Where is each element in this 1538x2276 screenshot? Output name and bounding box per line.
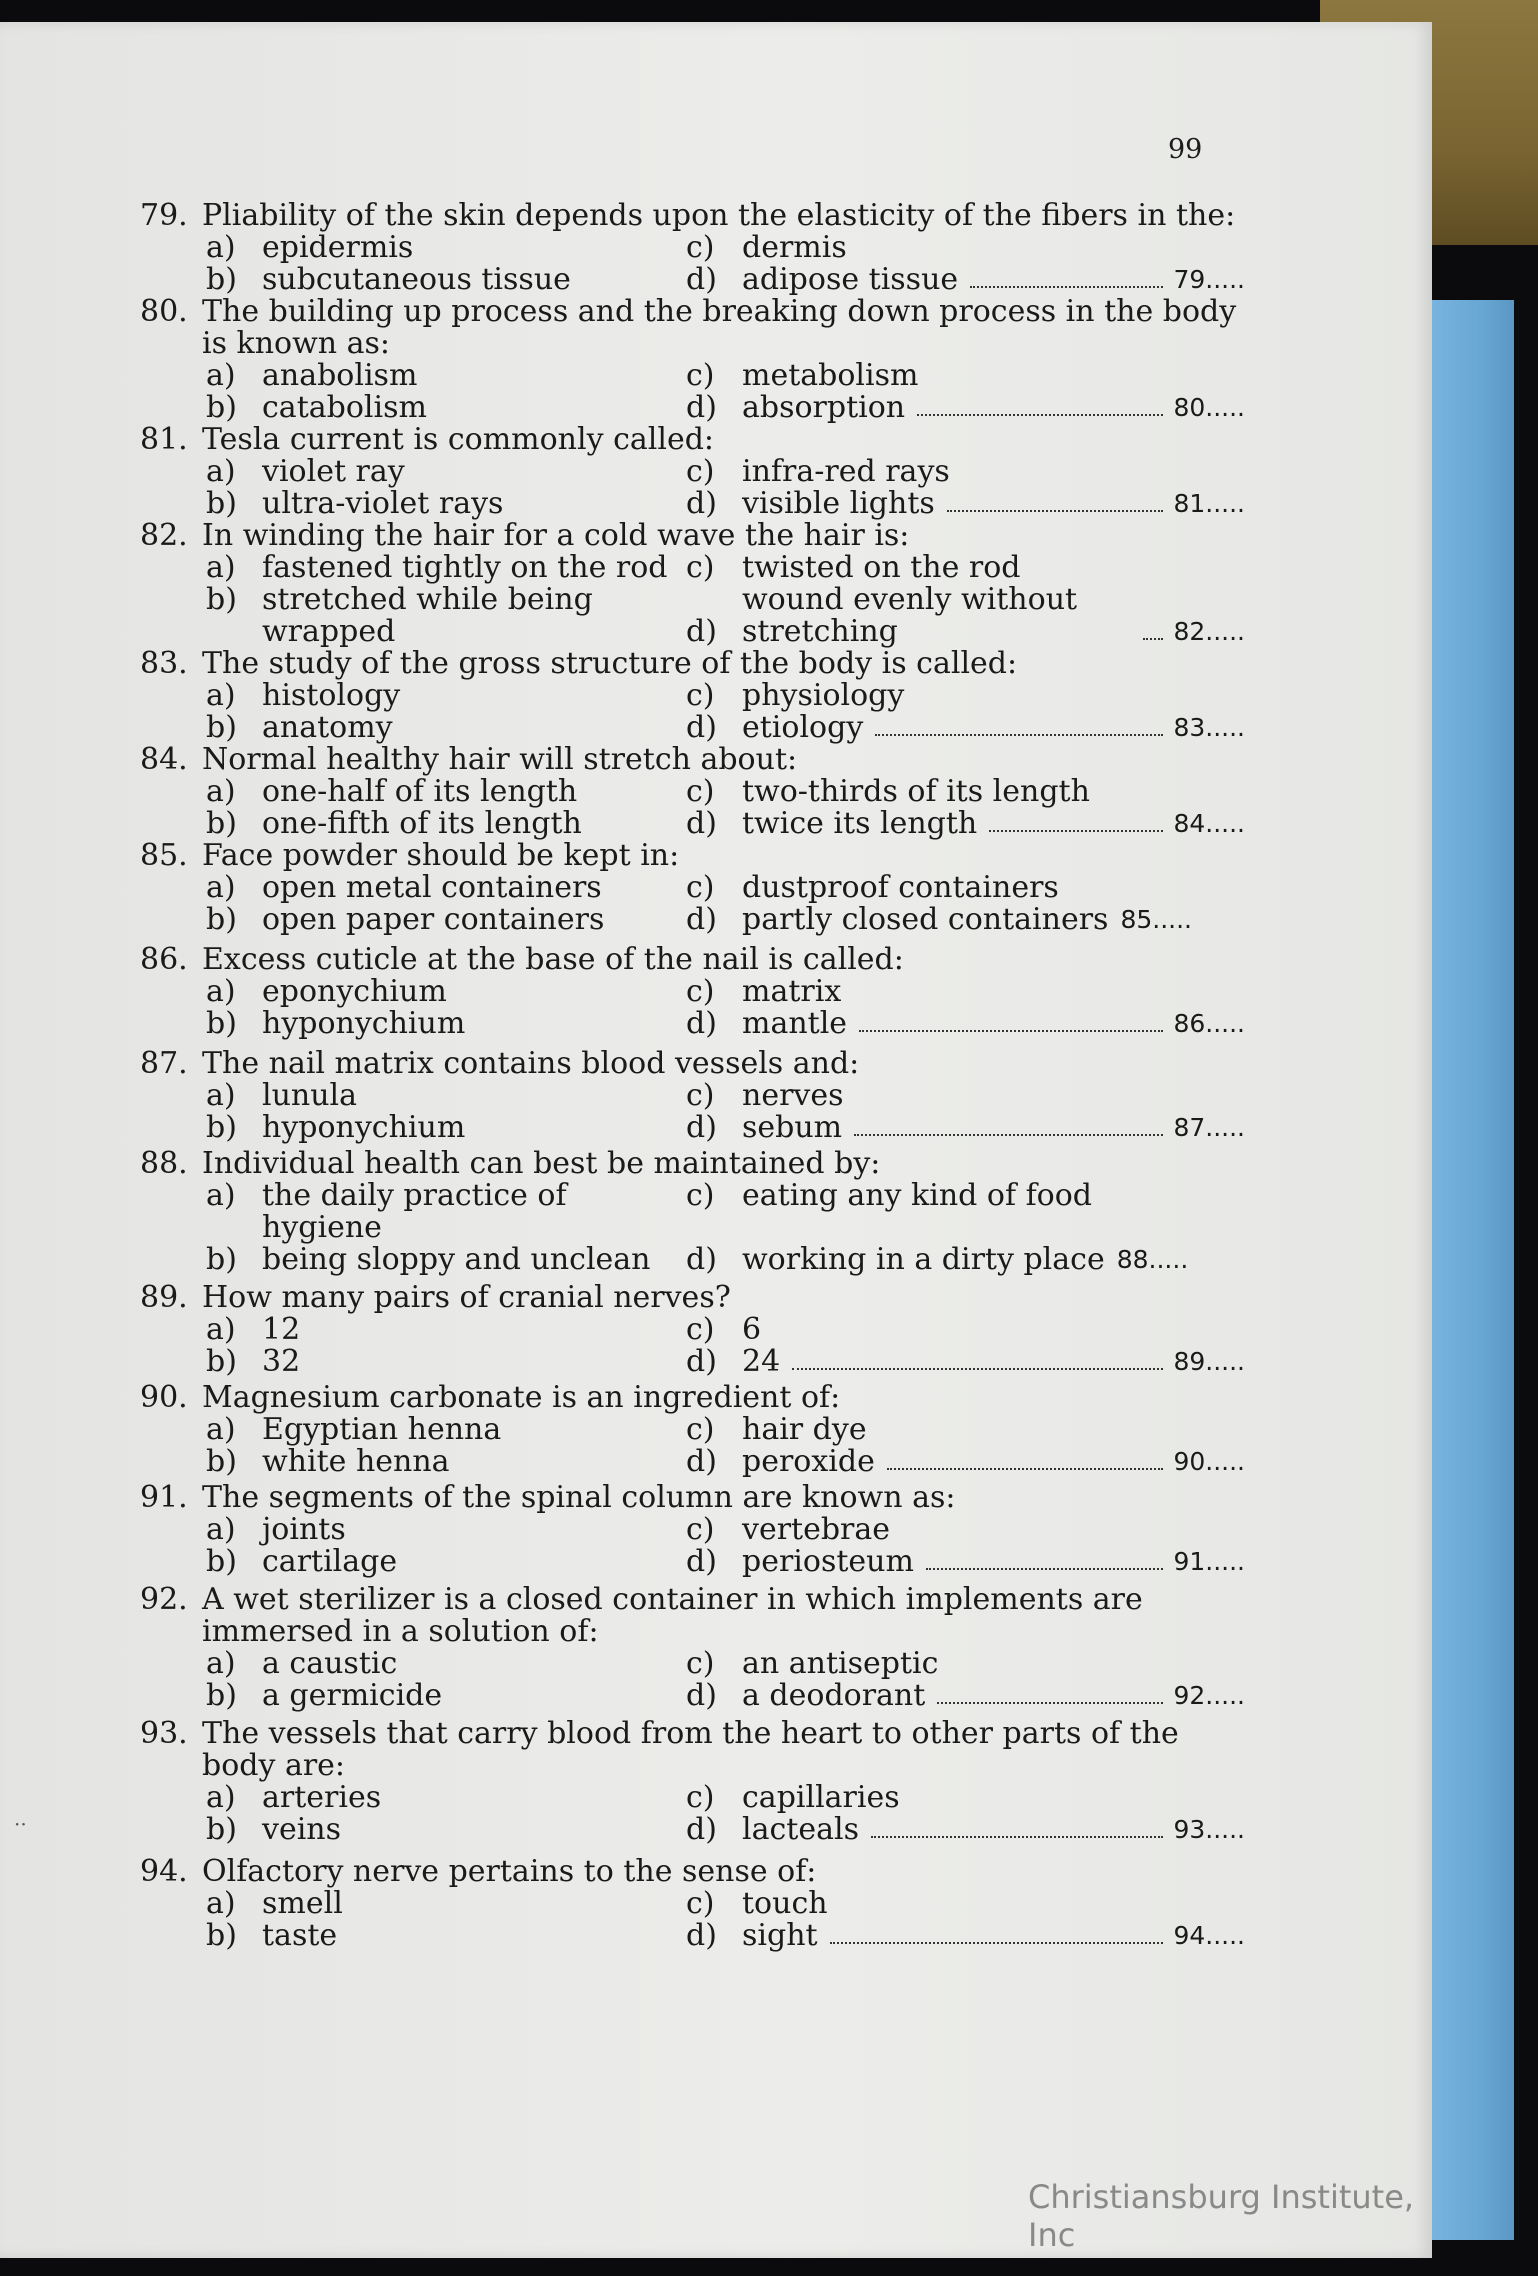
option-letter: b) <box>206 1918 237 1953</box>
question-text: Normal healthy hair will stretch about: <box>202 742 798 777</box>
question-number: 87. <box>140 1046 188 1081</box>
option-grid <box>206 456 1245 520</box>
option-c <box>686 976 1245 1008</box>
option-grid <box>206 1782 1245 1846</box>
question-item <box>140 648 1245 744</box>
option-text: partly closed containers <box>742 902 1109 937</box>
option-letter: a) <box>206 774 236 809</box>
option-d <box>686 1814 1245 1846</box>
option-text: white henna <box>262 1444 450 1479</box>
answer-blank: 82..... <box>1173 617 1245 646</box>
option-text: being sloppy and unclean <box>262 1242 651 1277</box>
option-letter: b) <box>206 1544 237 1579</box>
option-letter: a) <box>206 1312 236 1347</box>
option-letter: c) <box>686 358 715 393</box>
option-letter: b) <box>206 1344 237 1379</box>
option-letter: c) <box>686 1512 715 1547</box>
option-b <box>206 712 686 744</box>
question-number: 81. <box>140 422 188 457</box>
option-a <box>206 776 686 808</box>
option-letter: a) <box>206 1886 236 1921</box>
option-c <box>686 552 1245 584</box>
option-d <box>686 488 1245 520</box>
option-grid <box>206 776 1245 840</box>
option-letter: b) <box>206 486 237 521</box>
question-text: Tesla current is commonly called: <box>202 422 715 457</box>
option-b <box>206 904 686 936</box>
option-a <box>206 976 686 1008</box>
option-letter: d) <box>686 806 717 841</box>
option-text: 24 <box>742 1344 781 1379</box>
option-b <box>206 264 686 296</box>
option-b <box>206 1546 686 1578</box>
question-item <box>140 296 1245 424</box>
dotted-leader <box>1143 638 1163 640</box>
option-letter: b) <box>206 1110 237 1145</box>
option-grid <box>206 1180 1245 1276</box>
option-letter: b) <box>206 582 237 617</box>
option-text: periosteum <box>742 1544 914 1579</box>
option-text: open metal containers <box>262 870 602 905</box>
option-text: eponychium <box>262 974 447 1009</box>
option-letter: a) <box>206 230 236 265</box>
option-a <box>206 680 686 712</box>
question-item <box>140 200 1245 296</box>
question-text: Excess cuticle at the base of the nail is called: <box>202 942 904 977</box>
ink-speck: ·· <box>14 1812 27 1836</box>
option-c <box>686 776 1245 808</box>
option-text: dustproof containers <box>742 870 1059 905</box>
dotted-leader <box>875 734 1163 736</box>
dotted-leader <box>947 510 1164 512</box>
option-c <box>686 1648 1245 1680</box>
option-a <box>206 1648 686 1680</box>
option-text: ultra-violet rays <box>262 486 504 521</box>
option-text: histology <box>262 678 401 713</box>
option-text: vertebrae <box>742 1512 891 1547</box>
answer-blank: 94..... <box>1173 1921 1245 1950</box>
option-d <box>686 1546 1245 1578</box>
question-number: 92. <box>140 1582 188 1617</box>
answer-blank: 83..... <box>1173 713 1245 742</box>
question-number: 79. <box>140 198 188 233</box>
option-a <box>206 1888 686 1920</box>
option-text: touch <box>742 1886 828 1921</box>
option-c <box>686 1514 1245 1546</box>
question-item <box>140 1856 1245 1952</box>
option-text: cartilage <box>262 1544 398 1579</box>
question-item <box>140 840 1245 936</box>
option-text: catabolism <box>262 390 427 425</box>
option-text: taste <box>262 1918 338 1953</box>
option-text: open paper containers <box>262 902 605 937</box>
option-d <box>686 904 1245 936</box>
option-c <box>686 680 1245 712</box>
option-d <box>686 1680 1245 1712</box>
option-text: lacteals <box>742 1812 859 1847</box>
option-text: epidermis <box>262 230 414 265</box>
option-a <box>206 1414 686 1446</box>
option-text: joints <box>262 1512 346 1547</box>
dotted-leader <box>926 1568 1164 1570</box>
option-a <box>206 1314 686 1346</box>
option-letter: a) <box>206 1178 236 1213</box>
option-letter: c) <box>686 1780 715 1815</box>
option-letter: b) <box>206 1006 237 1041</box>
option-c <box>686 360 1245 392</box>
option-letter: d) <box>686 1006 717 1041</box>
option-letter: d) <box>686 390 717 425</box>
option-text: working in a dirty place <box>742 1242 1105 1277</box>
dotted-leader <box>871 1836 1163 1838</box>
option-text: subcutaneous tissue <box>262 262 571 297</box>
option-letter: a) <box>206 678 236 713</box>
option-grid <box>206 1514 1245 1578</box>
question-text: Magnesium carbonate is an ingredient of: <box>202 1380 841 1415</box>
option-grid <box>206 976 1245 1040</box>
option-b <box>206 1446 686 1478</box>
option-letter: c) <box>686 774 715 809</box>
option-c <box>686 456 1245 488</box>
option-text: absorption <box>742 390 906 425</box>
option-text: fastened tightly on the rod <box>262 550 668 585</box>
option-letter: d) <box>686 1242 717 1277</box>
question-number: 86. <box>140 942 188 977</box>
option-a <box>206 360 686 392</box>
option-b <box>206 1244 686 1276</box>
option-grid <box>206 872 1245 936</box>
option-text: one-fifth of its length <box>262 806 582 841</box>
option-letter: d) <box>686 1444 717 1479</box>
question-number: 80. <box>140 294 188 329</box>
option-letter: a) <box>206 1412 236 1447</box>
option-letter: d) <box>686 1812 717 1847</box>
answer-blank: 91..... <box>1173 1547 1245 1576</box>
answer-blank: 93..... <box>1173 1815 1245 1844</box>
option-c <box>686 1180 1245 1244</box>
option-text: lunula <box>262 1078 358 1113</box>
option-grid <box>206 680 1245 744</box>
question-text: In winding the hair for a cold wave the hair is: <box>202 518 910 553</box>
question-number: 84. <box>140 742 188 777</box>
option-text: the daily practice of hygiene <box>262 1178 567 1245</box>
option-text: twisted on the rod <box>742 550 1021 585</box>
option-text: sebum <box>742 1110 843 1145</box>
option-letter: d) <box>686 1678 717 1713</box>
blue-page-tab <box>1432 300 1514 2240</box>
option-d <box>686 1346 1245 1378</box>
option-text: infra-red rays <box>742 454 950 489</box>
question-item <box>140 1584 1245 1712</box>
question-item <box>140 1048 1245 1144</box>
option-d <box>686 584 1245 648</box>
option-letter: a) <box>206 974 236 1009</box>
option-d <box>686 1920 1245 1952</box>
option-letter: a) <box>206 1512 236 1547</box>
option-letter: d) <box>686 1544 717 1579</box>
question-item <box>140 1482 1245 1578</box>
option-text: physiology <box>742 678 905 713</box>
option-b <box>206 584 686 648</box>
question-text: The segments of the spinal column are known as: <box>202 1480 956 1515</box>
option-text: Egyptian henna <box>262 1412 502 1447</box>
option-text: one-half of its length <box>262 774 578 809</box>
dotted-leader <box>859 1030 1163 1032</box>
option-letter: c) <box>686 1178 715 1213</box>
question-number: 93. <box>140 1716 188 1751</box>
option-grid <box>206 232 1245 296</box>
option-grid <box>206 1648 1245 1712</box>
option-text: a deodorant <box>742 1678 926 1713</box>
watermark: Christiansburg Institute, Inc <box>1028 2178 1415 2254</box>
option-text: sight <box>742 1918 818 1953</box>
option-c <box>686 1782 1245 1814</box>
answer-blank: 84..... <box>1173 809 1245 838</box>
question-number: 82. <box>140 518 188 553</box>
answer-blank: 85..... <box>1120 905 1192 934</box>
option-d <box>686 1112 1245 1144</box>
option-letter: c) <box>686 1312 715 1347</box>
option-c <box>686 1314 1245 1346</box>
option-text: 6 <box>742 1312 762 1347</box>
answer-blank: 90..... <box>1173 1447 1245 1476</box>
option-text: anatomy <box>262 710 393 745</box>
question-item <box>140 1718 1245 1846</box>
option-d <box>686 712 1245 744</box>
option-b <box>206 1920 686 1952</box>
option-text: hair dye <box>742 1412 867 1447</box>
question-text: The vessels that carry blood from the heart to other parts of the body are: <box>202 1716 1179 1783</box>
option-text: twice its length <box>742 806 978 841</box>
option-letter: d) <box>686 1918 717 1953</box>
option-text: nerves <box>742 1078 844 1113</box>
option-letter: d) <box>686 486 717 521</box>
option-d <box>686 1244 1245 1276</box>
option-letter: d) <box>686 1110 717 1145</box>
option-text: eating any kind of food <box>742 1178 1093 1213</box>
option-letter: b) <box>206 1242 237 1277</box>
option-letter: d) <box>686 902 717 937</box>
question-number: 91. <box>140 1480 188 1515</box>
option-letter: a) <box>206 1646 236 1681</box>
option-c <box>686 232 1245 264</box>
question-number: 85. <box>140 838 188 873</box>
answer-blank: 92..... <box>1173 1681 1245 1710</box>
option-text: capillaries <box>742 1780 900 1815</box>
question-item <box>140 424 1245 520</box>
option-text: an antiseptic <box>742 1646 939 1681</box>
book-page <box>0 22 1432 2258</box>
question-number: 90. <box>140 1380 188 1415</box>
option-letter: c) <box>686 1078 715 1113</box>
question-text: Pliability of the skin depends upon the elasticity of the fibers in the: <box>202 198 1236 233</box>
option-a <box>206 1180 686 1244</box>
option-d <box>686 392 1245 424</box>
dotted-leader <box>970 286 1163 288</box>
option-letter: c) <box>686 550 715 585</box>
option-b <box>206 488 686 520</box>
question-text: A wet sterilizer is a closed container in which implements are immersed in a solution of: <box>202 1582 1143 1649</box>
question-number: 89. <box>140 1280 188 1315</box>
option-a <box>206 456 686 488</box>
option-letter: b) <box>206 1678 237 1713</box>
option-letter: a) <box>206 550 236 585</box>
option-a <box>206 1782 686 1814</box>
option-a <box>206 1080 686 1112</box>
question-item <box>140 1148 1245 1276</box>
answer-blank: 79..... <box>1173 265 1245 294</box>
option-grid <box>206 1414 1245 1478</box>
dotted-leader <box>887 1468 1164 1470</box>
option-text: 12 <box>262 1312 301 1347</box>
question-item <box>140 1382 1245 1478</box>
dotted-leader <box>917 414 1163 416</box>
option-letter: c) <box>686 870 715 905</box>
option-text: adipose tissue <box>742 262 959 297</box>
question-item <box>140 1282 1245 1378</box>
question-item <box>140 520 1245 648</box>
option-letter: c) <box>686 230 715 265</box>
option-letter: b) <box>206 1444 237 1479</box>
option-text: anabolism <box>262 358 418 393</box>
option-letter: b) <box>206 710 237 745</box>
option-d <box>686 1446 1245 1478</box>
option-text: arteries <box>262 1780 382 1815</box>
option-grid <box>206 360 1245 424</box>
dotted-leader <box>854 1134 1163 1136</box>
option-text: stretched while being wrapped <box>262 582 593 649</box>
question-text: The building up process and the breaking down process in the body is known as: <box>202 294 1237 361</box>
question-item <box>140 744 1245 840</box>
option-letter: a) <box>206 358 236 393</box>
option-letter: d) <box>686 1344 717 1379</box>
option-letter: c) <box>686 974 715 1009</box>
option-text: matrix <box>742 974 842 1009</box>
question-text: The study of the gross structure of the body is called: <box>202 646 1018 681</box>
option-letter: c) <box>686 1886 715 1921</box>
option-text: 32 <box>262 1344 301 1379</box>
option-text: two-thirds of its length <box>742 774 1090 809</box>
option-c <box>686 1080 1245 1112</box>
option-letter: a) <box>206 454 236 489</box>
answer-blank: 89..... <box>1173 1347 1245 1376</box>
option-text: violet ray <box>262 454 405 489</box>
option-letter: d) <box>686 262 717 297</box>
option-letter: d) <box>686 614 717 649</box>
dotted-leader <box>989 830 1163 832</box>
answer-blank: 87..... <box>1173 1113 1245 1142</box>
option-a <box>206 552 686 584</box>
question-item <box>140 944 1245 1040</box>
question-number: 83. <box>140 646 188 681</box>
option-c <box>686 1414 1245 1446</box>
option-text: etiology <box>742 710 864 745</box>
dotted-leader <box>792 1368 1163 1370</box>
question-list <box>140 200 1245 1952</box>
option-letter: b) <box>206 262 237 297</box>
option-d <box>686 808 1245 840</box>
page-number: 99 <box>1168 134 1203 165</box>
option-a <box>206 232 686 264</box>
option-letter: c) <box>686 1646 715 1681</box>
option-letter: a) <box>206 1078 236 1113</box>
option-d <box>686 264 1245 296</box>
option-c <box>686 872 1245 904</box>
option-letter: c) <box>686 678 715 713</box>
option-c <box>686 1888 1245 1920</box>
dotted-leader <box>830 1942 1164 1944</box>
option-letter: b) <box>206 806 237 841</box>
option-letter: a) <box>206 1780 236 1815</box>
question-number: 88. <box>140 1146 188 1181</box>
answer-blank: 88..... <box>1116 1245 1189 1274</box>
option-letter: b) <box>206 902 237 937</box>
answer-blank: 80..... <box>1173 393 1245 422</box>
option-letter: b) <box>206 1812 237 1847</box>
option-letter: b) <box>206 390 237 425</box>
option-text: a germicide <box>262 1678 443 1713</box>
option-b <box>206 392 686 424</box>
option-text: hyponychium <box>262 1110 466 1145</box>
option-grid <box>206 552 1245 648</box>
option-text: hyponychium <box>262 1006 466 1041</box>
question-text: Individual health can best be maintained by: <box>202 1146 881 1181</box>
question-number: 94. <box>140 1854 188 1889</box>
option-b <box>206 1346 686 1378</box>
option-text: a caustic <box>262 1646 398 1681</box>
option-text: mantle <box>742 1006 848 1041</box>
dotted-leader <box>937 1702 1163 1704</box>
option-text: smell <box>262 1886 343 1921</box>
option-letter: c) <box>686 1412 715 1447</box>
option-b <box>206 1112 686 1144</box>
answer-blank: 86..... <box>1173 1009 1245 1038</box>
option-b <box>206 808 686 840</box>
option-grid <box>206 1314 1245 1378</box>
option-b <box>206 1008 686 1040</box>
option-text: dermis <box>742 230 847 265</box>
option-letter: d) <box>686 710 717 745</box>
option-a <box>206 1514 686 1546</box>
question-text: The nail matrix contains blood vessels and: <box>202 1046 860 1081</box>
option-d <box>686 1008 1245 1040</box>
option-b <box>206 1680 686 1712</box>
option-text: visible lights <box>742 486 935 521</box>
question-text: How many pairs of cranial nerves? <box>202 1280 731 1315</box>
option-letter: a) <box>206 870 236 905</box>
answer-blank: 81..... <box>1173 489 1245 518</box>
option-grid <box>206 1888 1245 1952</box>
question-text: Face powder should be kept in: <box>202 838 680 873</box>
option-text: wound evenly without stretching <box>742 582 1078 649</box>
option-letter: c) <box>686 454 715 489</box>
option-b <box>206 1814 686 1846</box>
option-text: veins <box>262 1812 342 1847</box>
option-grid <box>206 1080 1245 1144</box>
option-a <box>206 872 686 904</box>
question-text: Olfactory nerve pertains to the sense of: <box>202 1854 817 1889</box>
option-text: metabolism <box>742 358 919 393</box>
option-text: peroxide <box>742 1444 875 1479</box>
